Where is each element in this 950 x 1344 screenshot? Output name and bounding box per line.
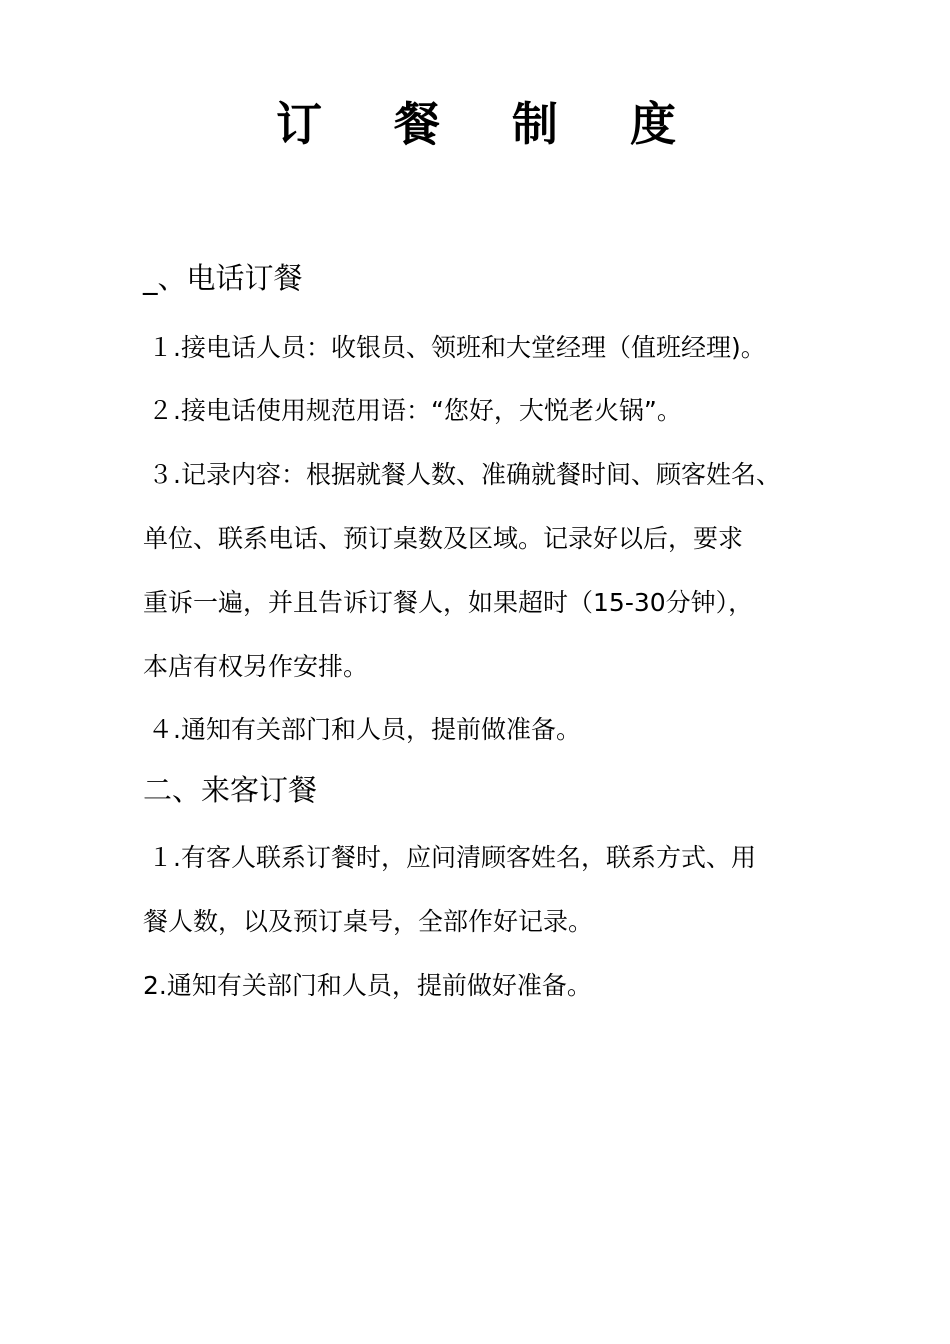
- paragraph-line: １.接电话人员：收银员、领班和大堂经理（值班经理)。: [148, 333, 766, 362]
- paragraph-line: ４.通知有关部门和人员，提前做准备。: [148, 715, 581, 744]
- section-heading-walk-in-order: 二、来客订餐: [143, 773, 318, 807]
- paragraph-line: 重诉一遍，并且告诉订餐人，如果超时（15-30分钟），: [143, 588, 754, 617]
- section-heading-phone-order: _、电话订餐: [143, 261, 303, 295]
- paragraph-line: 2.通知有关部门和人员，提前做好准备。: [143, 971, 592, 1000]
- paragraph-line: 单位、联系电话、预订桌数及区域。记录好以后，要求: [143, 524, 744, 553]
- paragraph-line: ３.记录内容：根据就餐人数、准确就餐时间、顾客姓名、: [148, 460, 781, 489]
- paragraph-line: １.有客人联系订餐时，应问清顾客姓名，联系方式、用: [148, 843, 756, 872]
- paragraph-line: 本店有权另作安排。: [143, 652, 369, 681]
- paragraph-line: 餐人数，以及预订桌号，全部作好记录。: [143, 907, 594, 936]
- paragraph-line: ２.接电话使用规范用语：“您好，大悦老火锅”。: [148, 396, 682, 425]
- document-title: 订 餐 制 度: [275, 97, 705, 151]
